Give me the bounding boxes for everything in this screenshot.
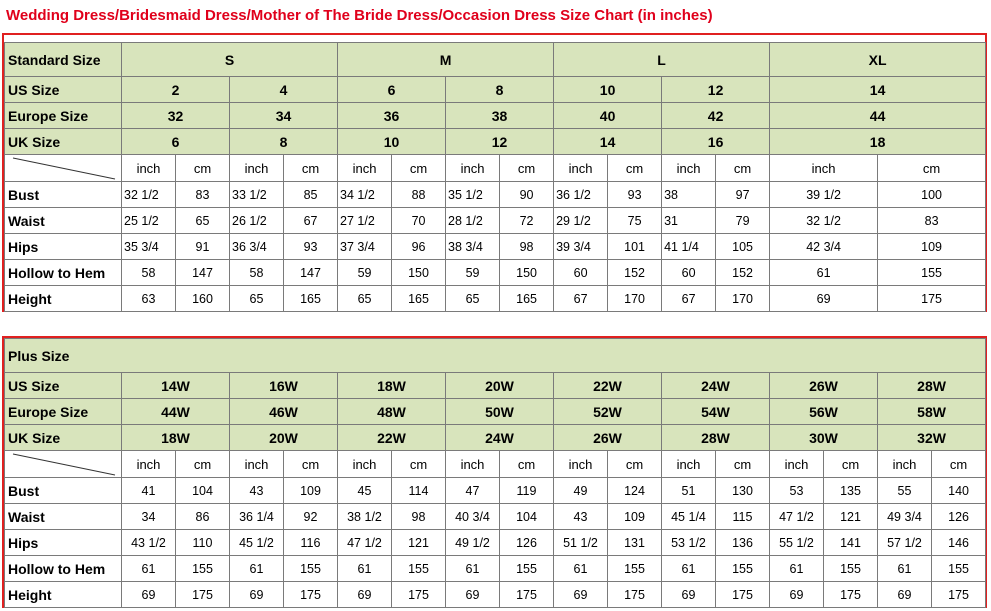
plus-measure-value: 124 [608, 478, 662, 504]
plus-measure-value: 175 [284, 582, 338, 608]
plus-measure-value: 155 [608, 556, 662, 582]
plus-measure-value: 155 [176, 556, 230, 582]
plus-unit-cell: inch [554, 451, 608, 478]
plus-uk-size-row [5, 425, 986, 451]
plus-measure-value: 126 [932, 504, 986, 530]
measure-value: 91 [176, 234, 230, 260]
measure-value: 90 [500, 182, 554, 208]
measure-value: 147 [176, 260, 230, 286]
unit-cell: inch [230, 155, 284, 182]
plus-measure-value: 69 [446, 582, 500, 608]
measure-value: 67 [554, 286, 608, 312]
measure-value: 83 [176, 182, 230, 208]
europe-size-cell: 44 [770, 103, 986, 129]
plus-measure-value: 155 [824, 556, 878, 582]
plus-europe-size-cell: 58W [878, 399, 986, 425]
measure-value: 36 3/4 [230, 234, 284, 260]
uk-size-cell: 6 [122, 129, 230, 155]
plus-unit-cell: cm [392, 451, 446, 478]
us-size-label: US Size [5, 77, 122, 103]
plus-measure-value: 51 1/2 [554, 530, 608, 556]
plus-measure-value: 38 1/2 [338, 504, 392, 530]
plus-unit-cell: cm [500, 451, 554, 478]
plus-measure-value: 53 [770, 478, 824, 504]
plus-measure-label: Hips [5, 530, 122, 556]
measure-value: 38 3/4 [446, 234, 500, 260]
europe-size-cell: 42 [662, 103, 770, 129]
plus-uk-size-cell: 20W [230, 425, 338, 451]
plus-unit-cell: inch [662, 451, 716, 478]
plus-uk-size-cell: 26W [554, 425, 662, 451]
plus-measure-row-waist [5, 504, 986, 530]
measure-value: 98 [500, 234, 554, 260]
plus-measure-value: 57 1/2 [878, 530, 932, 556]
us-size-cell: 12 [662, 77, 770, 103]
measure-value: 65 [446, 286, 500, 312]
plus-unit-cell: inch [770, 451, 824, 478]
plus-measure-value: 61 [554, 556, 608, 582]
measure-value: 39 1/2 [770, 182, 878, 208]
plus-measure-value: 155 [500, 556, 554, 582]
plus-europe-size-cell: 46W [230, 399, 338, 425]
plus-measure-value: 130 [716, 478, 770, 504]
plus-europe-size-cell: 50W [446, 399, 554, 425]
unit-cell: cm [392, 155, 446, 182]
plus-measure-value: 69 [878, 582, 932, 608]
plus-measure-value: 110 [176, 530, 230, 556]
plus-measure-value: 104 [176, 478, 230, 504]
measure-value: 165 [392, 286, 446, 312]
plus-measure-value: 61 [122, 556, 176, 582]
plus-measure-value: 135 [824, 478, 878, 504]
plus-measure-value: 61 [446, 556, 500, 582]
unit-cell: cm [878, 155, 986, 182]
plus-measure-value: 86 [176, 504, 230, 530]
unit-cell: cm [284, 155, 338, 182]
plus-measure-value: 109 [608, 504, 662, 530]
plus-diagonal-header-cell [5, 451, 122, 478]
measure-row-waist [5, 208, 986, 234]
measure-value: 35 1/2 [446, 182, 500, 208]
us-size-cell: 6 [338, 77, 446, 103]
uk-size-row [5, 129, 986, 155]
measure-value: 32 1/2 [122, 182, 176, 208]
europe-size-cell: 40 [554, 103, 662, 129]
us-size-cell: 8 [446, 77, 554, 103]
measure-value: 160 [176, 286, 230, 312]
plus-us-size-cell: 16W [230, 373, 338, 399]
plus-measure-value: 141 [824, 530, 878, 556]
plus-diagonal-line [5, 451, 122, 478]
measure-value: 27 1/2 [338, 208, 392, 234]
measure-value: 150 [500, 260, 554, 286]
plus-measure-value: 104 [500, 504, 554, 530]
uk-size-label: UK Size [5, 129, 122, 155]
plus-us-size-cell: 18W [338, 373, 446, 399]
plus-measure-value: 47 1/2 [770, 504, 824, 530]
plus-measure-value: 51 [662, 478, 716, 504]
measure-row-bust [5, 182, 986, 208]
plus-measure-value: 121 [824, 504, 878, 530]
plus-measure-value: 155 [932, 556, 986, 582]
measure-value: 36 1/2 [554, 182, 608, 208]
measure-value: 67 [662, 286, 716, 312]
measure-value: 35 3/4 [122, 234, 176, 260]
plus-us-size-cell: 14W [122, 373, 230, 399]
plus-measure-value: 175 [392, 582, 446, 608]
us-size-cell: 10 [554, 77, 662, 103]
plus-unit-cell: cm [932, 451, 986, 478]
measure-value: 33 1/2 [230, 182, 284, 208]
uk-size-cell: 8 [230, 129, 338, 155]
plus-us-size-row [5, 373, 986, 399]
measure-value: 150 [392, 260, 446, 286]
plus-measure-value: 61 [878, 556, 932, 582]
europe-size-cell: 36 [338, 103, 446, 129]
measure-value: 147 [284, 260, 338, 286]
plus-measure-value: 43 1/2 [122, 530, 176, 556]
uk-size-cell: 18 [770, 129, 986, 155]
measure-value: 58 [122, 260, 176, 286]
measure-value: 85 [284, 182, 338, 208]
measure-value: 101 [608, 234, 662, 260]
measure-label: Waist [5, 208, 122, 234]
plus-us-size-cell: 26W [770, 373, 878, 399]
plus-measure-row-hips [5, 530, 986, 556]
plus-measure-value: 61 [338, 556, 392, 582]
measure-value: 41 1/4 [662, 234, 716, 260]
europe-size-cell: 32 [122, 103, 230, 129]
diagonal-header-cell [5, 155, 122, 182]
measure-value: 165 [284, 286, 338, 312]
plus-measure-value: 175 [716, 582, 770, 608]
plus-uk-size-cell: 30W [770, 425, 878, 451]
measure-value: 165 [500, 286, 554, 312]
plus-measure-value: 61 [770, 556, 824, 582]
measure-value: 152 [608, 260, 662, 286]
plus-measure-value: 55 1/2 [770, 530, 824, 556]
size-l: L [554, 43, 770, 77]
plus-uk-size-cell: 28W [662, 425, 770, 451]
europe-size-cell: 34 [230, 103, 338, 129]
plus-measure-value: 121 [392, 530, 446, 556]
measure-value: 32 1/2 [770, 208, 878, 234]
plus-measure-value: 61 [230, 556, 284, 582]
unit-cell: cm [716, 155, 770, 182]
measure-label: Height [5, 286, 122, 312]
measure-value: 72 [500, 208, 554, 234]
plus-measure-value: 69 [662, 582, 716, 608]
plus-measure-value: 45 [338, 478, 392, 504]
plus-measure-value: 43 [554, 504, 608, 530]
plus-measure-row-bust [5, 478, 986, 504]
plus-europe-size-label: Europe Size [5, 399, 122, 425]
plus-size-table [4, 338, 986, 608]
plus-measure-value: 69 [770, 582, 824, 608]
measure-value: 29 1/2 [554, 208, 608, 234]
measure-value: 69 [770, 286, 878, 312]
measure-value: 34 1/2 [338, 182, 392, 208]
plus-measure-value: 175 [500, 582, 554, 608]
plus-measure-value: 114 [392, 478, 446, 504]
plus-measure-value: 41 [122, 478, 176, 504]
unit-cell: inch [770, 155, 878, 182]
measure-value: 58 [230, 260, 284, 286]
measure-value: 109 [878, 234, 986, 260]
plus-measure-value: 40 3/4 [446, 504, 500, 530]
plus-unit-cell: cm [824, 451, 878, 478]
measure-row-height [5, 286, 986, 312]
plus-measure-value: 69 [338, 582, 392, 608]
measure-value: 75 [608, 208, 662, 234]
plus-measure-value: 53 1/2 [662, 530, 716, 556]
plus-europe-size-cell: 56W [770, 399, 878, 425]
unit-cell: inch [338, 155, 392, 182]
plus-uk-size-label: UK Size [5, 425, 122, 451]
measure-value: 155 [878, 260, 986, 286]
plus-unit-cell: inch [230, 451, 284, 478]
measure-value: 175 [878, 286, 986, 312]
size-m: M [338, 43, 554, 77]
europe-size-label: Europe Size [5, 103, 122, 129]
size-s: S [122, 43, 338, 77]
unit-cell: inch [446, 155, 500, 182]
standard-size-table [4, 42, 986, 312]
measure-value: 39 3/4 [554, 234, 608, 260]
plus-measure-value: 69 [122, 582, 176, 608]
measure-value: 25 1/2 [122, 208, 176, 234]
plus-measure-value: 45 1/2 [230, 530, 284, 556]
measure-value: 67 [284, 208, 338, 234]
measure-value: 70 [392, 208, 446, 234]
unit-row [5, 155, 986, 182]
plus-measure-value: 155 [284, 556, 338, 582]
measure-label: Hollow to Hem [5, 260, 122, 286]
measure-row-hips [5, 234, 986, 260]
plus-measure-row-height [5, 582, 986, 608]
plus-europe-size-row [5, 399, 986, 425]
plus-measure-value: 131 [608, 530, 662, 556]
measure-value: 100 [878, 182, 986, 208]
plus-unit-cell: cm [608, 451, 662, 478]
plus-us-size-cell: 22W [554, 373, 662, 399]
measure-value: 63 [122, 286, 176, 312]
us-size-row [5, 77, 986, 103]
plus-measure-value: 155 [716, 556, 770, 582]
measure-value: 60 [662, 260, 716, 286]
plus-measure-value: 119 [500, 478, 554, 504]
plus-measure-label: Bust [5, 478, 122, 504]
measure-value: 65 [176, 208, 230, 234]
plus-measure-value: 98 [392, 504, 446, 530]
measure-value: 79 [716, 208, 770, 234]
plus-measure-value: 175 [176, 582, 230, 608]
measure-value: 59 [446, 260, 500, 286]
measure-value: 42 3/4 [770, 234, 878, 260]
plus-unit-cell: inch [338, 451, 392, 478]
plus-measure-value: 34 [122, 504, 176, 530]
plus-unit-cell: inch [446, 451, 500, 478]
uk-size-cell: 10 [338, 129, 446, 155]
plus-europe-size-cell: 54W [662, 399, 770, 425]
measure-value: 93 [608, 182, 662, 208]
plus-us-size-cell: 24W [662, 373, 770, 399]
measure-label: Hips [5, 234, 122, 260]
plus-us-size-label: US Size [5, 373, 122, 399]
uk-size-cell: 16 [662, 129, 770, 155]
measure-value: 37 3/4 [338, 234, 392, 260]
measure-value: 65 [230, 286, 284, 312]
plus-measure-value: 115 [716, 504, 770, 530]
measure-row-hollow-to-hem [5, 260, 986, 286]
measure-value: 152 [716, 260, 770, 286]
plus-uk-size-cell: 24W [446, 425, 554, 451]
plus-measure-value: 47 [446, 478, 500, 504]
plus-measure-value: 49 3/4 [878, 504, 932, 530]
plus-measure-value: 36 1/4 [230, 504, 284, 530]
measure-value: 31 [662, 208, 716, 234]
measure-label: Bust [5, 182, 122, 208]
us-size-cell: 2 [122, 77, 230, 103]
plus-unit-cell: inch [878, 451, 932, 478]
unit-cell: cm [176, 155, 230, 182]
plus-measure-label: Waist [5, 504, 122, 530]
measure-value: 28 1/2 [446, 208, 500, 234]
measure-value: 170 [608, 286, 662, 312]
plus-unit-cell: cm [176, 451, 230, 478]
plus-measure-value: 43 [230, 478, 284, 504]
plus-measure-value: 49 [554, 478, 608, 504]
plus-europe-size-cell: 44W [122, 399, 230, 425]
measure-value: 83 [878, 208, 986, 234]
plus-europe-size-cell: 52W [554, 399, 662, 425]
plus-unit-cell: inch [122, 451, 176, 478]
size-xl: XL [770, 43, 986, 77]
unit-cell: cm [608, 155, 662, 182]
plus-measure-row-hollow-to-hem [5, 556, 986, 582]
diagonal-line [5, 155, 122, 182]
plus-unit-cell: cm [716, 451, 770, 478]
europe-size-row [5, 103, 986, 129]
plus-measure-value: 109 [284, 478, 338, 504]
plus-measure-value: 47 1/2 [338, 530, 392, 556]
unit-cell: inch [554, 155, 608, 182]
plus-unit-row [5, 451, 986, 478]
uk-size-cell: 12 [446, 129, 554, 155]
plus-measure-value: 69 [554, 582, 608, 608]
measure-value: 38 [662, 182, 716, 208]
plus-measure-value: 49 1/2 [446, 530, 500, 556]
measure-value: 26 1/2 [230, 208, 284, 234]
plus-uk-size-cell: 18W [122, 425, 230, 451]
measure-value: 96 [392, 234, 446, 260]
plus-measure-value: 61 [662, 556, 716, 582]
plus-measure-value: 175 [824, 582, 878, 608]
us-size-cell: 14 [770, 77, 986, 103]
plus-measure-label: Height [5, 582, 122, 608]
measure-value: 88 [392, 182, 446, 208]
measure-value: 60 [554, 260, 608, 286]
measure-value: 65 [338, 286, 392, 312]
plus-europe-size-cell: 48W [338, 399, 446, 425]
plus-us-size-cell: 28W [878, 373, 986, 399]
measure-value: 61 [770, 260, 878, 286]
measure-value: 105 [716, 234, 770, 260]
unit-cell: inch [122, 155, 176, 182]
plus-measure-value: 55 [878, 478, 932, 504]
measure-value: 97 [716, 182, 770, 208]
us-size-cell: 4 [230, 77, 338, 103]
plus-measure-value: 92 [284, 504, 338, 530]
plus-uk-size-cell: 32W [878, 425, 986, 451]
plus-measure-value: 175 [608, 582, 662, 608]
unit-cell: cm [500, 155, 554, 182]
plus-measure-label: Hollow to Hem [5, 556, 122, 582]
measure-value: 170 [716, 286, 770, 312]
measure-value: 59 [338, 260, 392, 286]
plus-measure-value: 126 [500, 530, 554, 556]
plus-measure-value: 69 [230, 582, 284, 608]
unit-cell: inch [662, 155, 716, 182]
plus-us-size-cell: 20W [446, 373, 554, 399]
plus-measure-value: 140 [932, 478, 986, 504]
plus-measure-value: 175 [932, 582, 986, 608]
uk-size-cell: 14 [554, 129, 662, 155]
plus-measure-value: 155 [392, 556, 446, 582]
plus-measure-value: 146 [932, 530, 986, 556]
chart-title: Wedding Dress/Bridesmaid Dress/Mother of The Bride Dress/Occasion Dress Size Chart (in inches) [6, 7, 713, 24]
measure-value: 93 [284, 234, 338, 260]
plus-measure-value: 136 [716, 530, 770, 556]
plus-measure-value: 116 [284, 530, 338, 556]
europe-size-cell: 38 [446, 103, 554, 129]
plus-measure-value: 45 1/4 [662, 504, 716, 530]
plus-unit-cell: cm [284, 451, 338, 478]
plus-uk-size-cell: 22W [338, 425, 446, 451]
plus-size-label: Plus Size [5, 339, 986, 373]
standard-size-label: Standard Size [5, 43, 122, 77]
